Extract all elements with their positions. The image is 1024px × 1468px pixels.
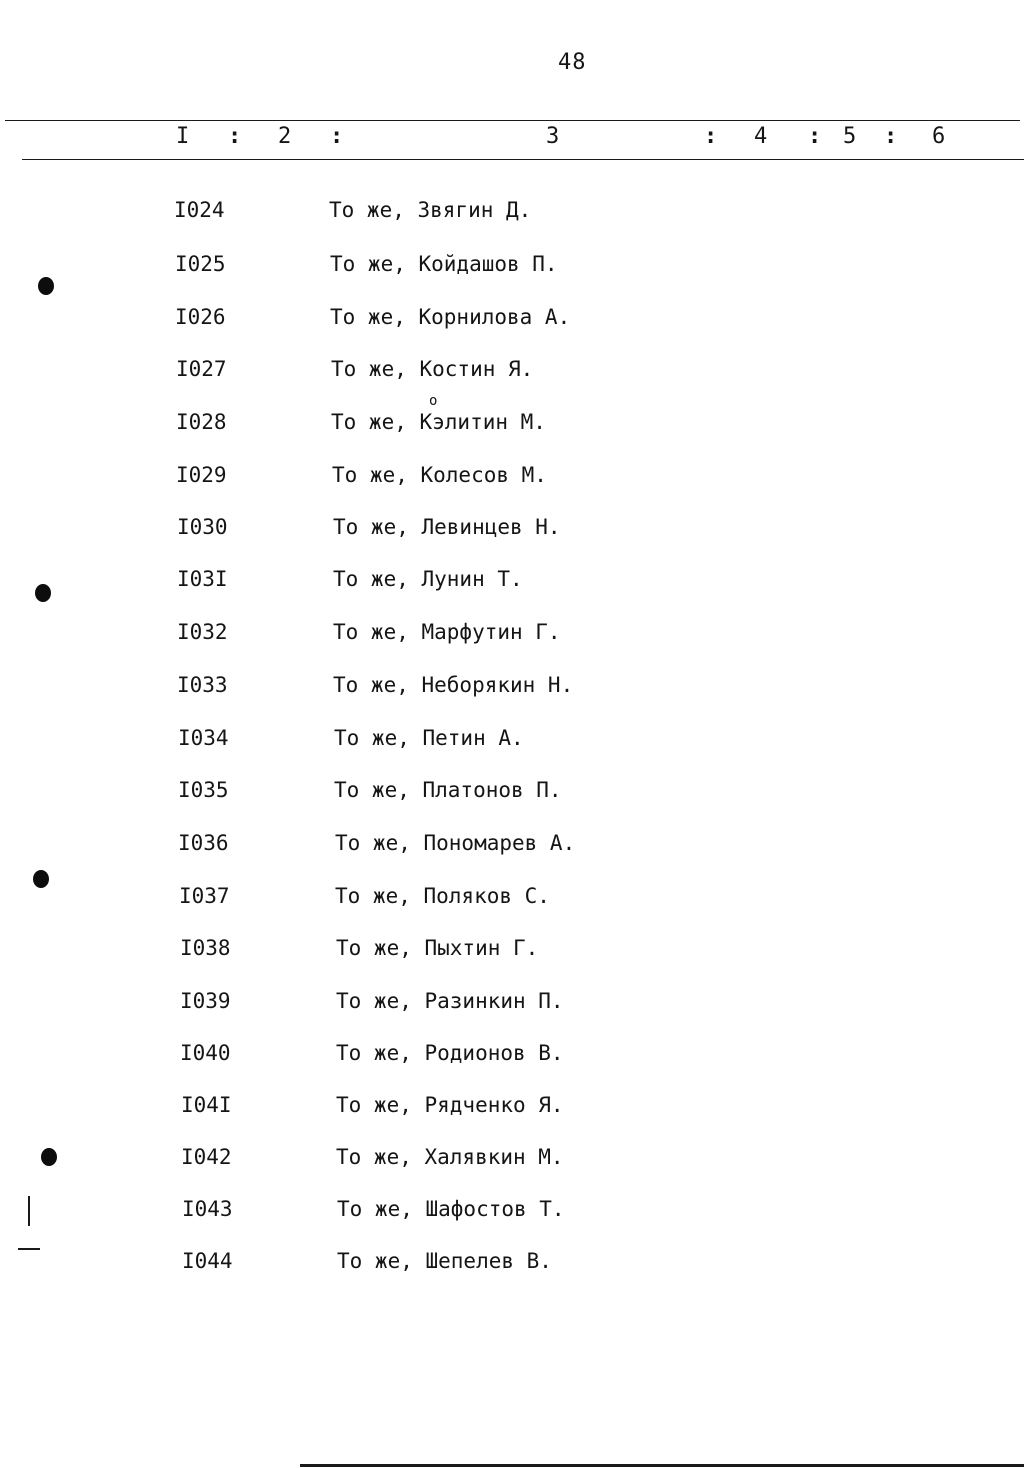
row-description: То же, Марфутин Г.	[333, 620, 561, 644]
table-top-rule	[5, 120, 1020, 121]
row-number: I030	[177, 515, 228, 539]
punch-hole	[33, 870, 49, 888]
row-description: То же, Разинкин П.	[336, 989, 564, 1013]
page-number: 48	[558, 50, 587, 75]
margin-mark	[18, 1248, 40, 1250]
row-description: То же, Лунин Т.	[333, 567, 523, 591]
row-number: I03I	[177, 567, 228, 591]
row-description: То же, Кэлитин М.	[331, 410, 546, 434]
row-number: I038	[180, 936, 231, 960]
row-number: I025	[175, 252, 226, 276]
column-header-4: 4	[754, 124, 768, 149]
page-bottom-rule	[300, 1464, 1024, 1467]
row-description: То же, Платонов П.	[334, 778, 562, 802]
row-number: I028	[176, 410, 227, 434]
column-separator: :	[330, 124, 344, 149]
row-description: То же, Колесов М.	[332, 463, 547, 487]
table-row	[182, 1249, 552, 1345]
row-number: I026	[175, 305, 226, 329]
row-number: I044	[182, 1249, 233, 1273]
row-description: То же, Родионов В.	[336, 1041, 564, 1065]
row-description: То же, Петин А.	[334, 726, 524, 750]
column-header-6: 6	[932, 124, 946, 149]
row-number: I04I	[181, 1093, 232, 1117]
row-number: I027	[176, 357, 227, 381]
margin-mark	[28, 1196, 30, 1226]
row-number: I042	[181, 1145, 232, 1169]
column-header-1: I	[176, 124, 190, 149]
row-number: I035	[178, 778, 229, 802]
punch-hole	[41, 1148, 57, 1166]
column-separator: :	[808, 124, 822, 149]
row-number: I040	[180, 1041, 231, 1065]
row-number: I034	[178, 726, 229, 750]
row-description: То же, Пыхтин Г.	[336, 936, 539, 960]
row-number: I039	[180, 989, 231, 1013]
table-header-rule	[22, 159, 1024, 160]
row-description: То же, Пономарев А.	[335, 831, 576, 855]
row-number: I032	[177, 620, 228, 644]
row-number: I029	[176, 463, 227, 487]
row-description: То же, Рядченко Я.	[336, 1093, 564, 1117]
row-number: I037	[179, 884, 230, 908]
row-description: То же, Койдашов П.	[330, 252, 558, 276]
punch-hole	[38, 277, 54, 295]
row-description: То же, Звягин Д.	[329, 198, 532, 222]
row-description: То же, Костин Я.	[331, 357, 534, 381]
row-number: I036	[178, 831, 229, 855]
row-description: То же, Шепелев В.	[337, 1249, 552, 1273]
punch-hole	[35, 584, 51, 602]
row-description: То же, Неборякин Н.	[333, 673, 574, 697]
row-number: I024	[174, 198, 225, 222]
handwritten-correction: о	[429, 393, 438, 409]
row-number: I043	[182, 1197, 233, 1221]
row-number: I033	[177, 673, 228, 697]
column-header-3: 3	[546, 124, 560, 149]
column-header-5: 5	[843, 124, 857, 149]
row-description: То же, Шафостов Т.	[337, 1197, 565, 1221]
row-description: То же, Поляков С.	[335, 884, 550, 908]
column-separator: :	[704, 124, 718, 149]
row-description: То же, Халявкин М.	[336, 1145, 564, 1169]
row-description: То же, Левинцев Н.	[333, 515, 561, 539]
column-header-2: 2	[278, 124, 292, 149]
row-description: То же, Корнилова А.	[330, 305, 571, 329]
column-separator: :	[228, 124, 242, 149]
column-separator: :	[884, 124, 898, 149]
